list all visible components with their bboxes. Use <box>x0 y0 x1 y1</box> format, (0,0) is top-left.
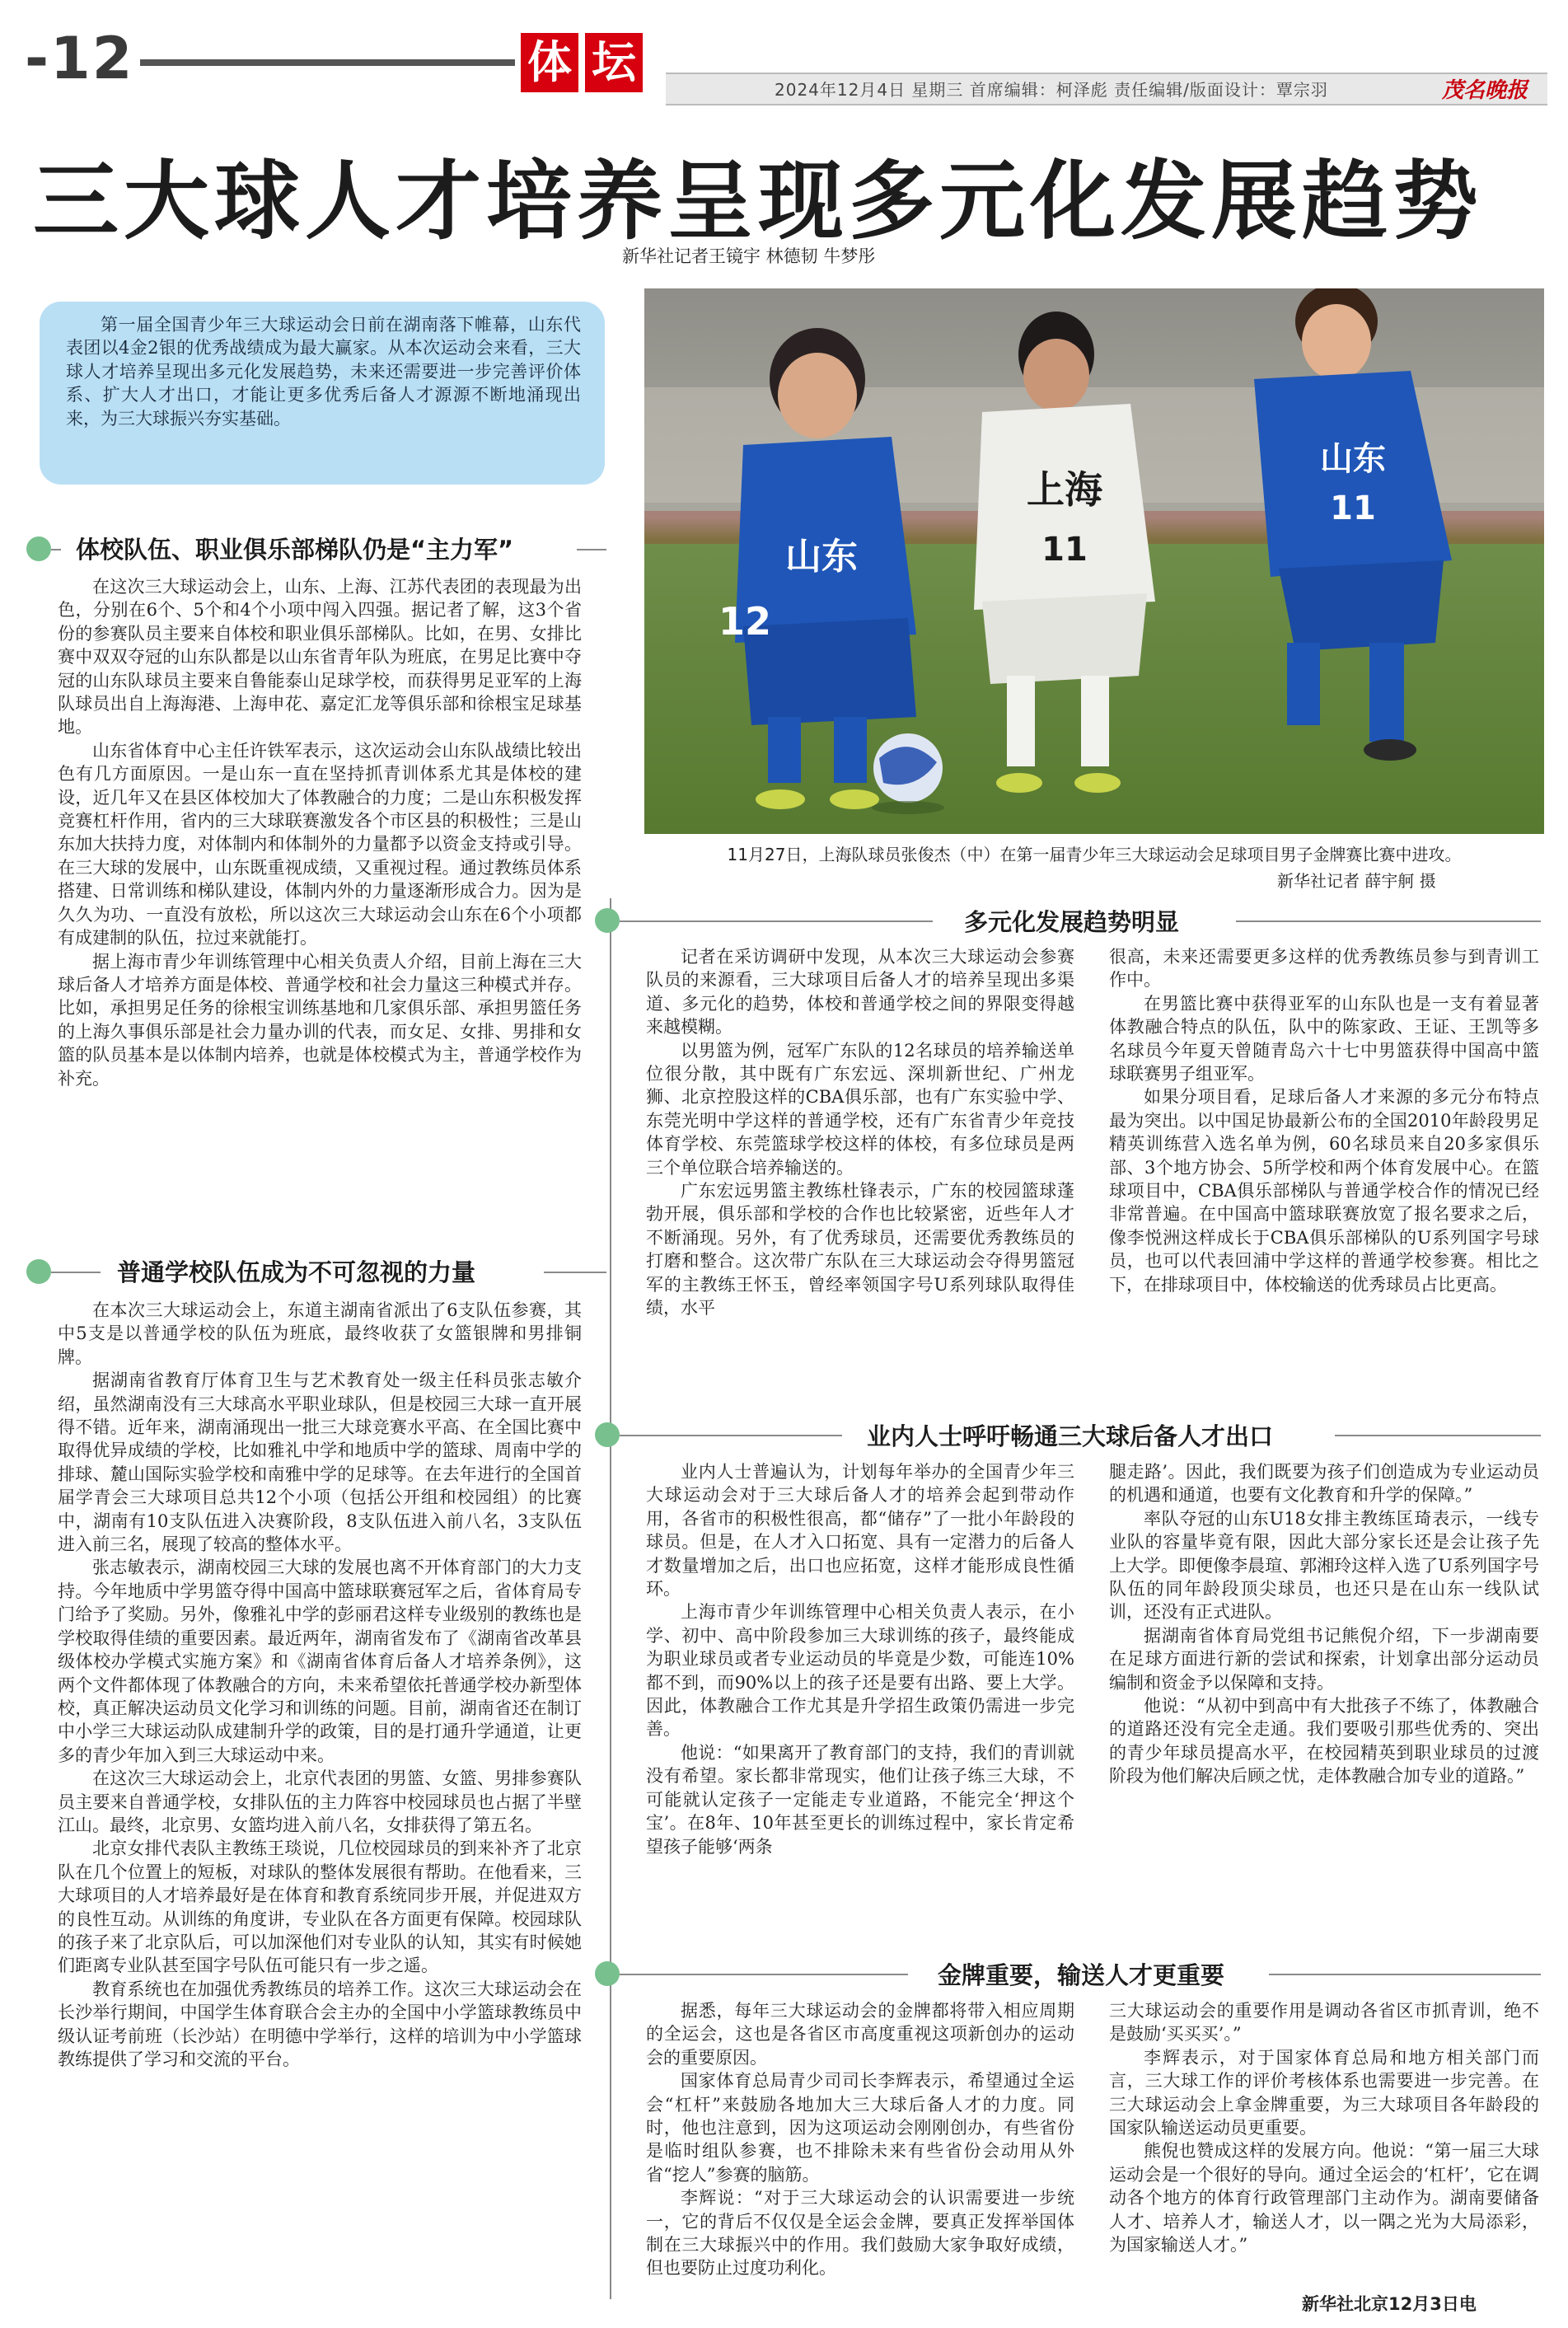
byline: 新华社记者王镜宇 林德韧 牛梦彤 <box>622 246 876 266</box>
section-4-left <box>646 1460 1074 1858</box>
section-5-right <box>1109 1999 1539 2256</box>
section-rule <box>51 1272 101 1273</box>
paragraph: 据上海市青少年训练管理中心相关负责人介绍，目前上海在三大球后备人才培养方面是体校、普通学校和社会力量这三种模式并存。比如，承担男足任务的徐根宝训练基地和几家俱乐部、承担男篮任务的上海久事俱乐部是社会力量办训的代表，而女足、女排、男排和女篮的队员基本是以体制内培养，也就是体校模式为主，普通学校作为补充。 <box>58 951 582 1089</box>
paragraph: 据湖南省教育厅体育卫生与艺术教育处一级主任科员张志敏介绍，虽然湖南没有三大球高水平职业球队，但是校园三大球一直开展得不错。近年来，湖南涌现出一批三大球竞赛水平高、在全国比赛中取得优异成绩的学校，比如雅礼中学和地质中学的篮球、周南中学的排球、麓山国际实验学校和南雅中学的足球等。在去年进行的全国首届学青会三大球项目总共12个小项（包括公开组和校园组）的比赛中，湖南有10支队伍进入决赛阶段，8支队伍进入前八名，3支队伍进入前三名，展现了较高的整体水平。 <box>58 1370 582 1555</box>
masthead-rule <box>140 59 515 66</box>
paragraph: 他说：“如果离开了教育部门的支持，我们的青训就没有希望。家长都非常现实，他们让孩子练三大球，不可能就认定孩子一定能走专业道路，不能完全‘押这个宝’。在8年、10年甚至更长的训练过程中，家长肯定希望孩子能够‘两条 <box>646 1742 1074 1857</box>
section-rule <box>1269 1974 1541 1975</box>
jersey-right-number: 11 <box>1330 489 1376 527</box>
match-photo <box>644 288 1544 834</box>
headline: 三大球人才培养呈现多元化发展趋势 <box>33 151 1484 251</box>
paragraph: 据悉，每年三大球运动会的金牌都将带入相应周期的全运会，这也是各省区市高度重视这项新创办的运动会的重要原因。 <box>646 2001 1074 2068</box>
section-marker-dot <box>26 536 51 561</box>
paragraph: 以男篮为例，冠军广东队的12名球员的培养输送单位很分散，其中既有广东宏远、深圳新世纪、广州龙狮、北京控股这样的CBA俱乐部，也有广东实验中学、东莞光明中学这样的普通学校，还有广东省青少年竞技体育学校、东莞篮球学校这样的体校，有多位球员是两三个单位联合培养输送的。 <box>646 1040 1074 1178</box>
section-rule <box>1236 920 1541 922</box>
paragraph: 教育系统也在加强优秀教练员的培养工作。这次三大球运动会在长沙举行期间，中国学生体育联合会主办的全国中小学篮球教练员中级认证考前班（长沙站）在明德中学举行，这样的培训为中小学篮球教练提供了学习和交流的平台。 <box>58 1979 582 2069</box>
paragraph: 上海市青少年训练管理中心相关负责人表示，在小学、初中、高中阶段参加三大球训练的孩子，最终能成为职业球员或者专业运动员的毕竟是少数，可能连10%都不到，而90%以上的孩子还是要有出路、要上大学。因此，体教融合工作尤其是升学招生政策仍需进一步完善。 <box>646 1602 1074 1740</box>
header-meta: 2024年12月4日 星期三 首席编辑：柯泽彪 责任编辑/版面设计：覃宗羽 <box>775 80 1328 100</box>
paragraph: 三大球运动会的重要作用是调动各省区市抓青训，绝不是鼓励‘买买买’。” <box>1109 2001 1539 2045</box>
newspaper-brand: 茂名晚报 <box>1442 78 1528 103</box>
paragraph: 国家体育总局青少司司长李辉表示，希望通过全运会“杠杆”来鼓励各地加大三大球后备人才的力度。同时，他也注意到，因为这项运动会刚刚创办，有些省份是临时组队参赛，也不排除未来有些省份会动用从外省“挖人”参赛的脑筋。 <box>646 2071 1074 2185</box>
photo-credit: 新华社记者 薛宇舸 摄 <box>1277 871 1436 891</box>
paragraph: 记者在采访调研中发现，从本次三大球运动会参赛队员的来源看，三大球项目后备人才的培养呈现出多渠道、多元化的趋势，体校和普通学校之间的界限变得越来越模糊。 <box>646 947 1074 1038</box>
paragraph: 如果分项目看，足球后备人才来源的多元分布特点最为突出。以中国足协最新公布的全国2010年龄段男足精英训练营入选名单为例，60名球员来自20多家俱乐部、3个地方协会、5所学校和两个体育发展中心。在篮球项目中，CBA俱乐部梯队与普通学校合作的情况已经非常普遍。在中国高中篮球联赛放宽了报名要求之后，像李悦洲这样成长于CBA俱乐部梯队的U系列国字号球员，也可以代表回浦中学这样的普通学校参赛。相比之下，在排球项目中，体校输送的优秀球员占比更高。 <box>1109 1087 1539 1295</box>
paragraph: 李辉说：“对于三大球运动会的认识需要进一步统一，它的背后不仅仅是全运会金牌，要真正发挥举国体制在三大球振兴中的作用。我们鼓励大家争取好成绩，但也要防止过度功利化。 <box>646 2188 1074 2279</box>
section-rule <box>620 920 933 922</box>
section-heading-3: 多元化发展趋势明显 <box>964 908 1180 936</box>
section-rule <box>577 549 606 550</box>
paragraph: 北京女排代表队主教练王琰说，几位校园球员的到来补齐了北京队在几个位置上的短板，对球队的整体发展很有帮助。在他看来，三大球项目的人才培养最好是在体育和教育系统同步开展，并促进双方的良性互动。从训练的角度讲，专业队在各方面更有保障。校园球队的孩子来了北京队后，可以加深他们对专业队的认知，其实有时候她们距离专业队甚至国字号队伍可能只有一步之遥。 <box>58 1839 582 1976</box>
photo-caption: 11月27日，上海队球员张俊杰（中）在第一届青少年三大球运动会足球项目男子金牌赛比赛中进攻。 <box>727 845 1462 864</box>
section-3-left <box>646 945 1074 1320</box>
paragraph: 在这次三大球运动会上，北京代表团的男篮、女篮、男排参赛队员主要来自普通学校，女排队伍的主力阵容中校园球员也占据了半壁江山。最终，北京男、女篮均进入前八名，女排获得了第五名。 <box>58 1768 582 1835</box>
paragraph: 率队夺冠的山东U18女排主教练匡琦表示，一线专业队的容量毕竟有限，因此大部分家长还是会让孩子先上大学。即便像李晨瑄、郭湘玲这样入选了U系列国字号队伍的同年龄段顶尖球员，也还只是在山东一线队试训，还没有正式进队。 <box>1109 1508 1539 1623</box>
paragraph: 很高，未来还需要更多这样的优秀教练员参与到青训工作中。 <box>1109 947 1539 991</box>
jersey-center-team: 上海 <box>1027 467 1102 512</box>
paragraph: 广东宏远男篮主教练杜锋表示，广东的校园篮球蓬勃开展，俱乐部和学校的合作也比较紧密，近些年人才不断涌现。另外，有了优秀球员，还需要优秀教练员的打磨和整合。这次带广东队在三大球运动会夺得男篮冠军的主教练王怀玉，曾经率领国字号U系列球队取得佳绩，水平 <box>646 1181 1074 1319</box>
paragraph: 张志敏表示，湖南校园三大球的发展也离不开体育部门的大力支持。今年地质中学男篮夺得中国高中篮球联赛冠军之后，省体育局专门给予了奖励。另外，像雅礼中学的彭丽君这样专业级别的教练也是学校取得佳绩的重要因素。最近两年，湖南省发布了《湖南省改革县级体校办学模式实施方案》和《湖南省体育后备人才培养条例》，这两个文件都体现了体教融合的方向，未来希望依托普通学校办新型体校，真正解决运动员文化学习和训练的问题。目前，湖南省还在制订中小学三大球运动队成建制升学的政策，目的是打通升学通道，让更多的青少年加入到三大球运动中来。 <box>58 1557 582 1765</box>
column-separator <box>610 898 611 2299</box>
paragraph: 李辉表示，对于国家体育总局和地方相关部门而言，三大球工作的评价考核体系也需要进一步完善。在三大球运动会上拿金牌重要，为三大球项目各年龄段的国家队输送运动员更重要。 <box>1109 2047 1539 2138</box>
section-heading-5: 金牌重要，输送人才更重要 <box>938 1961 1225 1989</box>
section-marker-dot <box>595 1422 620 1447</box>
match-photo-illustration <box>644 288 1544 834</box>
section-2-body <box>58 1299 582 2071</box>
section-rule <box>544 1272 606 1273</box>
section-tag-char-2: 坛 <box>585 33 643 92</box>
section-tag-char-1: 体 <box>521 33 578 92</box>
section-3-right <box>1109 945 1539 1296</box>
section-heading-4: 业内人士呼吁畅通三大球后备人才出口 <box>867 1422 1274 1450</box>
section-1-body <box>58 575 582 1090</box>
paragraph: 他说：“从初中到高中有大批孩子不练了，体教融合的道路还没有完全走通。我们要吸引那些优秀的、突出的青少年球员提高水平，在校园精英到职业球员的过渡阶段为他们解决后顾之忧，走体教融合加专业的道路。” <box>1109 1696 1539 1787</box>
jersey-right-team: 山东 <box>1320 440 1386 478</box>
dispatch-signature: 新华社北京12月3日电 <box>1302 2294 1477 2314</box>
paragraph: 山东省体育中心主任许铁军表示，这次运动会山东队战绩比较出色有几方面原因。一是山东一直在坚持抓青训体系尤其是体校的建设，近几年又在县区体校加大了体教融合的力度；二是山东积极发挥竞赛杠杆作用，省内的三大球联赛激发各个市区县的积极性；三是山东加大扶持力度，对体制内和体制外的力量都予以资金支持或引导。在三大球的发展中，山东既重视成绩，又重视过程。通过教练员体系搭建、日常训练和梯队建设，体制内外的力量逐渐形成合力。因为是久久为功、一直没有放松，所以这次三大球运动会山东在6个小项都有成建制的队伍，拉过来就能打。 <box>58 740 582 949</box>
paragraph: 在男篮比赛中获得亚军的山东队也是一支有着显著体教融合特点的队伍，队中的陈家政、王证、王凯等多名球员今年夏天曾随青岛六十七中男篮获得中国高中篮球联赛男子组亚军。 <box>1109 993 1539 1084</box>
section-rule <box>620 1435 842 1436</box>
paragraph: 业内人士普遍认为，计划每年举办的全国青少年三大球运动会对于三大球后备人才的培养会起到带动作用，各省市的积极性很高，都“储存”了一批小年龄段的球员。但是，在人才入口拓宽、具有一定潜力的后备人才数量增加之后，出口也应拓宽，这样才能形成良性循环。 <box>646 1462 1074 1600</box>
jersey-left-number: 12 <box>718 599 772 644</box>
paragraph: 腿走路’。因此，我们既要为孩子们创造成为专业运动员的机遇和通道，也要有文化教育和升学的保障。” <box>1109 1462 1539 1506</box>
section-marker-dot <box>26 1259 51 1284</box>
paragraph: 在这次三大球运动会上，山东、上海、江苏代表团的表现最为出色，分别在6个、5个和4个小项中闯入四强。据记者了解，这3个省份的参赛队员主要来自体校和职业俱乐部梯队。比如，在男、女排比赛中双双夺冠的山东队都是以山东省青年队为班底，在男足比赛中夺冠的山东队球员主要来自鲁能泰山足球学校，而获得男足亚军的上海队球员出自上海海港、上海申花、嘉定汇龙等俱乐部和徐根宝足球基地。 <box>58 577 582 738</box>
page-number: -12 <box>25 25 134 92</box>
section-marker-dot <box>595 1961 620 1986</box>
section-4-right <box>1109 1460 1539 1788</box>
lead-text: 第一届全国青少年三大球运动会日前在湖南落下帷幕，山东代表团以4金2银的优秀战绩成为最大赢家。从本次运动会来看，三大球人才培养呈现出多元化发展趋势，未来还需要进一步完善评价体系、扩大人才出口，才能让更多优秀后备人才源源不断地涌现出来，为三大球振兴夯实基础。 <box>66 315 581 429</box>
section-heading-2: 普通学校队伍成为不可忽视的力量 <box>117 1258 476 1286</box>
section-heading-1: 体校队伍、职业俱乐部梯队仍是“主力军” <box>76 536 514 564</box>
jersey-center-number: 11 <box>1041 531 1088 569</box>
section-5-left <box>646 1999 1074 2280</box>
paragraph: 在本次三大球运动会上，东道主湖南省派出了6支队伍参赛，其中5支是以普通学校的队伍为班底，最终收获了女篮银牌和男排铜牌。 <box>58 1300 582 1367</box>
paragraph: 熊倪也赞成这样的发展方向。他说：“第一届三大球运动会是一个很好的导向。通过全运会的‘杠杆’，它在调动各个地方的体育行政管理部门主动作为。湖南要储备人才、培养人才，输送人才，以一隅之光为大局添彩，为国家输送人才。” <box>1109 2141 1539 2255</box>
paragraph: 据湖南省体育局党组书记熊倪介绍，下一步湖南要在足球方面进行新的尝试和探索，计划拿出部分运动员编制和资金予以保障和支持。 <box>1109 1625 1539 1693</box>
jersey-left-team: 山东 <box>785 536 858 578</box>
section-rule <box>620 1974 908 1975</box>
section-rule <box>1335 1435 1541 1436</box>
section-rule <box>51 549 61 550</box>
section-marker-dot <box>595 908 620 933</box>
